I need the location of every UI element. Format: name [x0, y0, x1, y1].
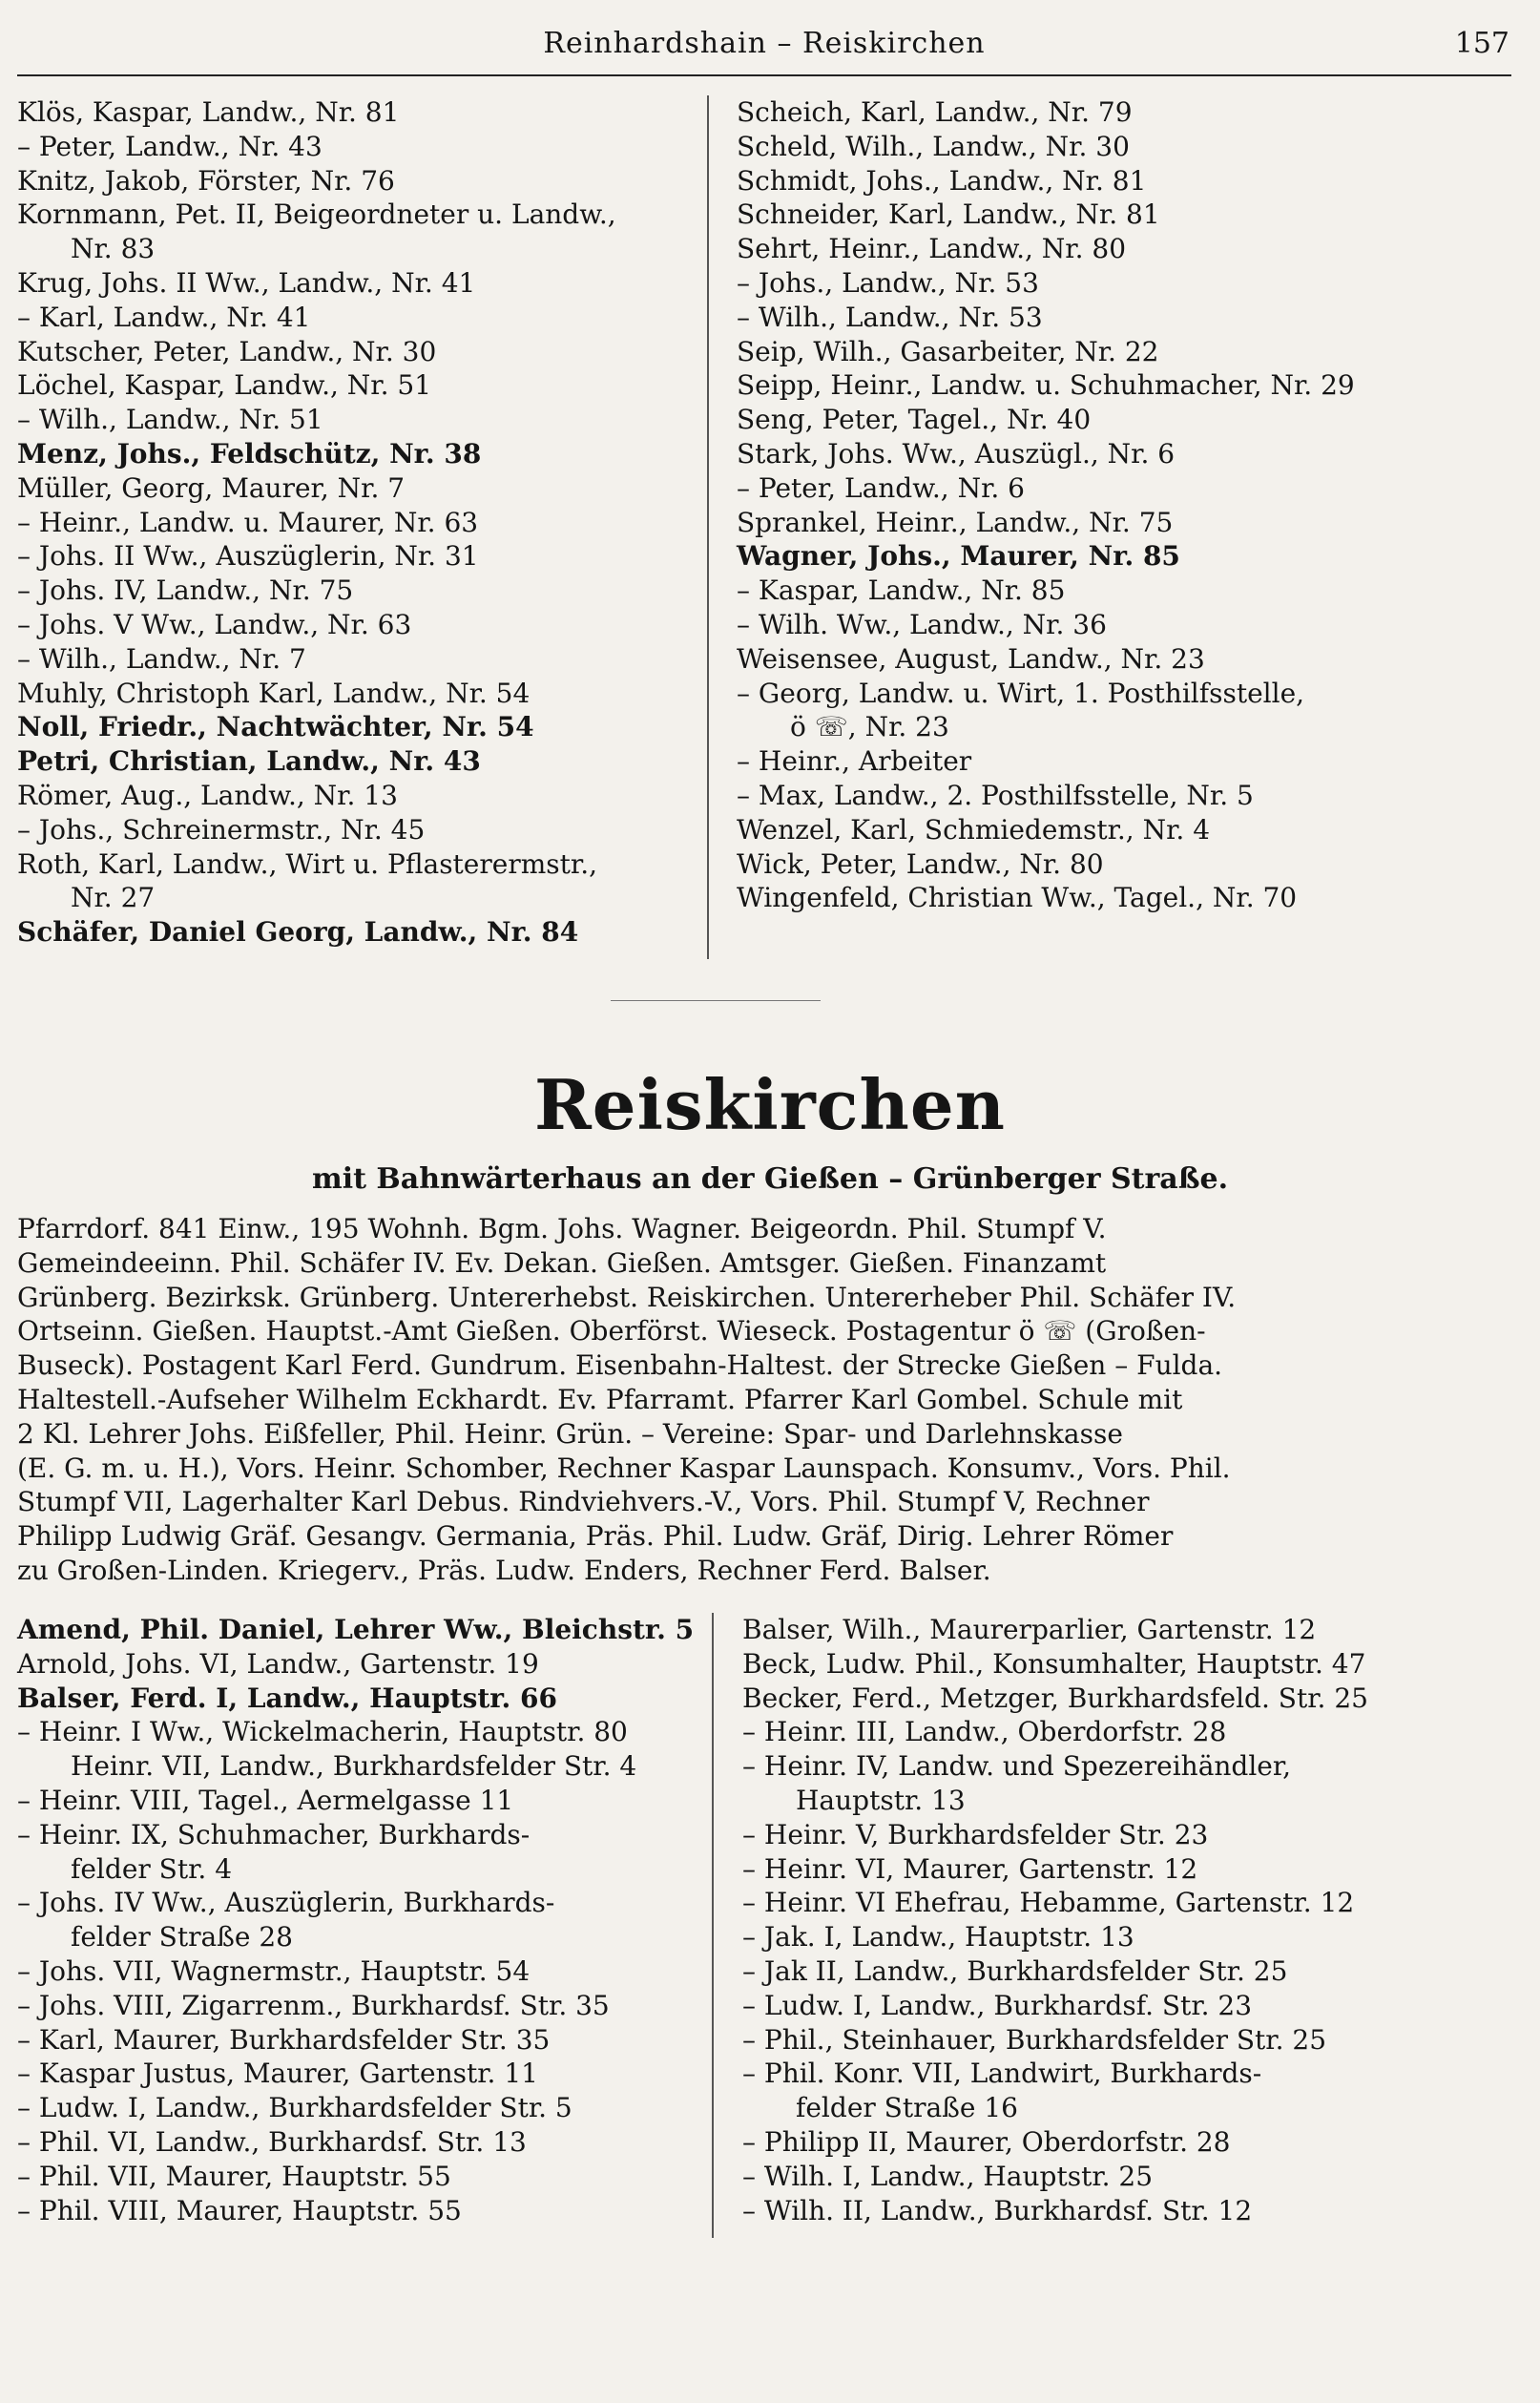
directory-entry: Wick, Peter, Landw., Nr. 80 [737, 847, 1104, 880]
directory-entry: Roth, Karl, Landw., Wirt u. Pflasterermstr., [17, 847, 598, 880]
directory-entry: – Heinr. V, Burkhardsfelder Str. 23 [742, 1818, 1209, 1850]
directory-entry: Weisensee, August, Landw., Nr. 23 [737, 642, 1205, 675]
running-head [17, 21, 1511, 76]
directory-entry: – Jak II, Landw., Burkhardsfelder Str. 25 [742, 1954, 1288, 1987]
intro-paragraph [17, 1212, 1412, 1588]
directory-entry: Knitz, Jakob, Förster, Nr. 76 [17, 164, 395, 197]
section-title: Reiskirchen [533, 1064, 1007, 1145]
directory-entry: – Heinr. VI, Maurer, Gartenstr. 12 [742, 1852, 1198, 1885]
directory-entry: – Johs., Schreinermstr., Nr. 45 [17, 813, 426, 846]
bottom-right-column [742, 1613, 1368, 2227]
directory-entry: Seipp, Heinr., Landw. u. Schuhmacher, Nr. 29 [737, 369, 1355, 402]
directory-entry: – Ludw. I, Landw., Burkhardsfelder Str. 5 [17, 2092, 572, 2124]
directory-entry: Klös, Kaspar, Landw., Nr. 81 [17, 96, 400, 128]
directory-entry: Muhly, Christoph Karl, Landw., Nr. 54 [17, 677, 531, 709]
directory-entry: – Kaspar, Landw., Nr. 85 [737, 575, 1066, 607]
directory-entry: – Johs. II Ww., Auszüglerin, Nr. 31 [17, 540, 479, 573]
directory-entry: Stark, Johs. Ww., Auszügl., Nr. 6 [737, 437, 1176, 470]
intro-line: Gemeindeeinn. Phil. Schäfer IV. Ev. Dekan. Gießen. Amtsger. Gießen. Finanzamt [17, 1246, 1107, 1279]
intro-line: Stumpf VII, Lagerhalter Karl Debus. Rindviehvers.-V., Vors. Phil. Stumpf V, Rechner [17, 1486, 1150, 1518]
column-divider-bottom [712, 1613, 714, 2238]
directory-entry: Amend, Phil. Daniel, Lehrer Ww., Bleichstr. 5 [17, 1614, 695, 1645]
directory-entry: Menz, Johs., Feldschütz, Nr. 38 [17, 437, 482, 470]
top-left-column [17, 95, 616, 950]
directory-entry: – Johs. IV Ww., Auszüglerin, Burkhards- [17, 1887, 555, 1919]
directory-entry: Scheld, Wilh., Landw., Nr. 30 [737, 130, 1130, 162]
directory-entry: – Phil. VII, Maurer, Hauptstr. 55 [17, 2160, 451, 2192]
directory-entry: Seng, Peter, Tagel., Nr. 40 [737, 404, 1092, 436]
directory-entry: – Heinr. I Ww., Wickelmacherin, Hauptstr. 80 [17, 1716, 628, 1748]
directory-entry: felder Str. 4 [71, 1852, 233, 1885]
directory-entry: – Heinr. VI Ehefrau, Hebamme, Gartenstr. 12 [742, 1887, 1355, 1919]
section-subtitle: mit Bahnwärterhaus an der Gießen – Grünberger Straße. [311, 1162, 1229, 1196]
directory-entry: – Heinr. IV, Landw. und Spezereihändler, [742, 1750, 1292, 1783]
directory-entry: – Max, Landw., 2. Posthilfsstelle, Nr. 5 [737, 779, 1254, 811]
directory-entry: – Wilh., Landw., Nr. 53 [737, 301, 1043, 333]
directory-entry: Kutscher, Peter, Landw., Nr. 30 [17, 335, 437, 367]
directory-entry: Arnold, Johs. VI, Landw., Gartenstr. 19 [17, 1647, 539, 1680]
directory-entry: Seip, Wilh., Gasarbeiter, Nr. 22 [737, 335, 1159, 367]
intro-line: zu Großen-Linden. Kriegerv., Präs. Ludw. Enders, Rechner Ferd. Balser. [17, 1554, 991, 1586]
directory-entry: – Phil. Konr. VII, Landwirt, Burkhards- [742, 2058, 1262, 2090]
directory-entry: – Heinr. IX, Schuhmacher, Burkhards- [17, 1818, 531, 1850]
directory-entry: – Kaspar Justus, Maurer, Gartenstr. 11 [17, 2058, 538, 2090]
intro-line: Pfarrdorf. 841 Einw., 195 Wohnh. Bgm. Johs. Wagner. Beigeordn. Phil. Stumpf V. [17, 1213, 1107, 1244]
intro-line: Ortseinn. Gießen. Hauptst.-Amt Gießen. Oberförst. Wieseck. Postagentur ö ☏ (Großen- [17, 1315, 1206, 1348]
directory-entry: Schneider, Karl, Landw., Nr. 81 [737, 199, 1160, 231]
directory-entry: Müller, Georg, Maurer, Nr. 7 [17, 471, 406, 504]
directory-entry: Petri, Christian, Landw., Nr. 43 [17, 745, 481, 778]
directory-entry: – Phil., Steinhauer, Burkhardsfelder Str. 25 [742, 2023, 1327, 2056]
directory-entry: – Johs. VII, Wagnermstr., Hauptstr. 54 [17, 1954, 531, 1987]
directory-entry: Wagner, Johs., Maurer, Nr. 85 [737, 540, 1180, 573]
directory-entry: Sprankel, Heinr., Landw., Nr. 75 [737, 506, 1174, 538]
directory-entry: Kornmann, Pet. II, Beigeordneter u. Landw., [17, 199, 616, 231]
directory-entry: – Peter, Landw., Nr. 6 [737, 471, 1025, 504]
directory-entry: – Wilh., Landw., Nr. 7 [17, 642, 306, 675]
intro-line: Philipp Ludwig Gräf. Gesangv. Germania, Präs. Phil. Ludw. Gräf, Dirig. Lehrer Römer [17, 1520, 1174, 1553]
section-divider [611, 1000, 821, 1001]
directory-entry: – Heinr., Arbeiter [737, 745, 972, 778]
intro-line: 2 Kl. Lehrer Johs. Eißfeller, Phil. Heinr. Grün. – Vereine: Spar- und Darlehnskasse [17, 1417, 1123, 1450]
running-head-title: Reinhardshain – Reiskirchen [543, 27, 986, 60]
directory-entry: – Wilh. II, Landw., Burkhardsf. Str. 12 [742, 2194, 1253, 2226]
directory-entry: – Wilh., Landw., Nr. 51 [17, 404, 323, 436]
directory-entry: – Phil. VI, Landw., Burkhardsf. Str. 13 [17, 2125, 527, 2158]
directory-entry: Hauptstr. 13 [796, 1784, 966, 1816]
directory-entry: – Wilh. I, Landw., Hauptstr. 25 [742, 2160, 1154, 2192]
top-right-column [737, 95, 1355, 915]
directory-entry: – Johs., Landw., Nr. 53 [737, 266, 1039, 299]
directory-entry: – Georg, Landw. u. Wirt, 1. Posthilfsstelle, [737, 677, 1305, 709]
intro-line: (E. G. m. u. H.), Vors. Heinr. Schomber, Rechner Kaspar Launspach. Konsumv., Vors. Phil. [17, 1452, 1231, 1484]
directory-entry: – Karl, Landw., Nr. 41 [17, 301, 311, 333]
directory-entry: Römer, Aug., Landw., Nr. 13 [17, 779, 398, 811]
directory-entry: Schmidt, Johs., Landw., Nr. 81 [737, 164, 1147, 197]
column-divider-top [707, 95, 709, 959]
directory-entry: – Johs. IV, Landw., Nr. 75 [17, 575, 354, 607]
directory-entry: – Jak. I, Landw., Hauptstr. 13 [742, 1921, 1134, 1954]
directory-entry: Becker, Ferd., Metzger, Burkhardsfeld. Str. 25 [742, 1682, 1368, 1714]
directory-entry: felder Straße 16 [796, 2092, 1018, 2124]
directory-entry: – Heinr. III, Landw., Oberdorfstr. 28 [742, 1716, 1227, 1748]
directory-entry: – Heinr. VIII, Tagel., Aermelgasse 11 [17, 1784, 514, 1816]
directory-entry: – Peter, Landw., Nr. 43 [17, 130, 323, 162]
intro-line: Buseck). Postagent Karl Ferd. Gundrum. Eisenbahn-Haltest. der Strecke Gießen – Fulda. [17, 1349, 1223, 1382]
directory-entry: Heinr. VII, Landw., Burkhardsfelder Str. 4 [71, 1750, 637, 1783]
directory-entry: – Heinr., Landw. u. Maurer, Nr. 63 [17, 506, 479, 538]
directory-entry: – Wilh. Ww., Landw., Nr. 36 [737, 608, 1107, 640]
intro-line: Haltestell.-Aufseher Wilhelm Eckhardt. Ev. Pfarramt. Pfarrer Karl Gombel. Schule mit [17, 1383, 1183, 1415]
directory-entry: Balser, Ferd. I, Landw., Hauptstr. 66 [17, 1682, 557, 1714]
directory-entry: Schäfer, Daniel Georg, Landw., Nr. 84 [17, 916, 579, 949]
directory-entry: Krug, Johs. II Ww., Landw., Nr. 41 [17, 266, 476, 299]
directory-entry: Beck, Ludw. Phil., Konsumhalter, Hauptstr. 47 [742, 1647, 1366, 1680]
intro-line: Grünberg. Bezirksk. Grünberg. Untererhebst. Reiskirchen. Untererheber Phil. Schäfer IV. [17, 1281, 1237, 1313]
directory-entry: Noll, Friedr., Nachtwächter, Nr. 54 [17, 711, 534, 743]
page-number: 157 [1454, 27, 1509, 60]
directory-entry: Nr. 83 [71, 233, 156, 265]
directory-entry: Balser, Wilh., Maurerparlier, Gartenstr. 12 [742, 1614, 1317, 1645]
directory-entry: Wenzel, Karl, Schmiedemstr., Nr. 4 [737, 813, 1211, 846]
directory-entry: felder Straße 28 [71, 1921, 293, 1954]
directory-entry: Scheich, Karl, Landw., Nr. 79 [737, 96, 1133, 128]
directory-entry: – Ludw. I, Landw., Burkhardsf. Str. 23 [742, 1989, 1253, 2021]
directory-entry: – Johs. VIII, Zigarrenm., Burkhardsf. Str. 35 [17, 1989, 610, 2021]
directory-entry: – Phil. VIII, Maurer, Hauptstr. 55 [17, 2194, 462, 2226]
directory-entry: – Karl, Maurer, Burkhardsfelder Str. 35 [17, 2023, 551, 2056]
directory-entry: Sehrt, Heinr., Landw., Nr. 80 [737, 233, 1127, 265]
directory-entry: Wingenfeld, Christian Ww., Tagel., Nr. 70 [737, 882, 1298, 914]
directory-entry: ö ☏, Nr. 23 [790, 711, 949, 743]
directory-entry: Nr. 27 [71, 882, 156, 914]
bottom-left-column [17, 1613, 694, 2227]
directory-entry: Löchel, Kaspar, Landw., Nr. 51 [17, 369, 432, 402]
directory-entry: – Johs. V Ww., Landw., Nr. 63 [17, 608, 412, 640]
directory-entry: – Philipp II, Maurer, Oberdorfstr. 28 [742, 2125, 1231, 2158]
